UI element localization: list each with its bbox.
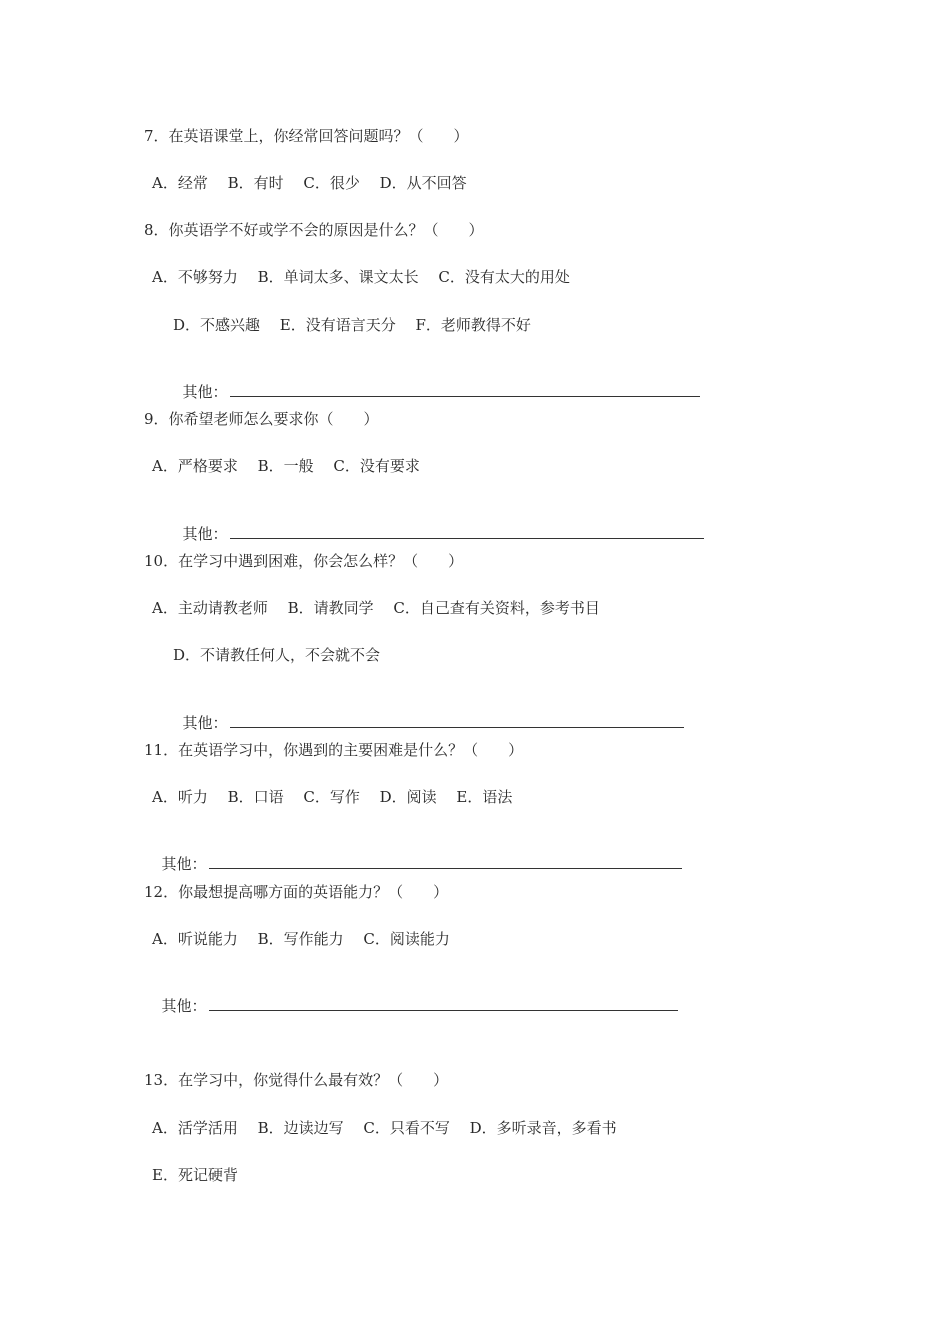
question-10-options-line-1: A．主动请教老师 B．请教同学 C．自己查有关资料，参考书目 <box>152 599 600 617</box>
question-12-other-row <box>152 976 678 1016</box>
question-13-prompt: 13．在学习中，你觉得什么最有效？（ ） <box>144 1071 449 1089</box>
question-10-other-row <box>173 693 684 733</box>
question-12-options: A．听说能力 B．写作能力 C．阅读能力 <box>152 930 450 948</box>
question-10-prompt: 10．在学习中遇到困难，你会怎么样？（ ） <box>144 552 464 570</box>
question-11-other-blank[interactable] <box>209 854 682 869</box>
question-8-options-line-1: A．不够努力 B．单词太多、课文太长 C．没有太大的用处 <box>152 268 570 286</box>
question-9-other-blank[interactable] <box>230 524 704 539</box>
question-8-options-line-2: D．不感兴趣 E．没有语言天分 F．老师教得不好 <box>173 316 531 334</box>
question-12-prompt: 12．你最想提高哪方面的英语能力？（ ） <box>144 883 449 901</box>
question-9-other-row <box>173 504 704 544</box>
question-13-options-line-2: E．死记硬背 <box>152 1166 238 1184</box>
question-12-other-blank[interactable] <box>209 996 678 1011</box>
question-9-other-label: 其他： <box>182 525 228 543</box>
question-8-other-blank[interactable] <box>230 382 700 397</box>
question-11-options: A．听力 B．口语 C．写作 D．阅读 E．语法 <box>152 788 513 806</box>
question-8-prompt: 8．你英语学不好或学不会的原因是什么？（ ） <box>144 221 484 239</box>
question-8-other-label: 其他： <box>182 383 228 401</box>
question-8-other-row <box>173 362 700 402</box>
question-10-other-blank[interactable] <box>230 713 684 728</box>
question-12-other-label: 其他： <box>161 997 207 1015</box>
question-11-other-label: 其他： <box>161 855 207 873</box>
question-13-options-line-1: A．活学活用 B．边读边写 C．只看不写 D．多听录音，多看书 <box>152 1119 617 1137</box>
question-11-prompt: 11．在英语学习中，你遇到的主要困难是什么？（ ） <box>144 741 524 759</box>
question-11-other-row <box>152 834 682 874</box>
question-9-options: A．严格要求 B．一般 C．没有要求 <box>152 457 420 475</box>
question-10-options-line-2: D．不请教任何人，不会就不会 <box>173 646 381 664</box>
question-9-prompt: 9．你希望老师怎么要求你（ ） <box>144 410 379 428</box>
question-7-prompt: 7．在英语课堂上，你经常回答问题吗？（ ） <box>144 127 469 145</box>
question-10-other-label: 其他： <box>182 714 228 732</box>
question-7-options: A．经常 B．有时 C．很少 D．从不回答 <box>152 174 467 192</box>
